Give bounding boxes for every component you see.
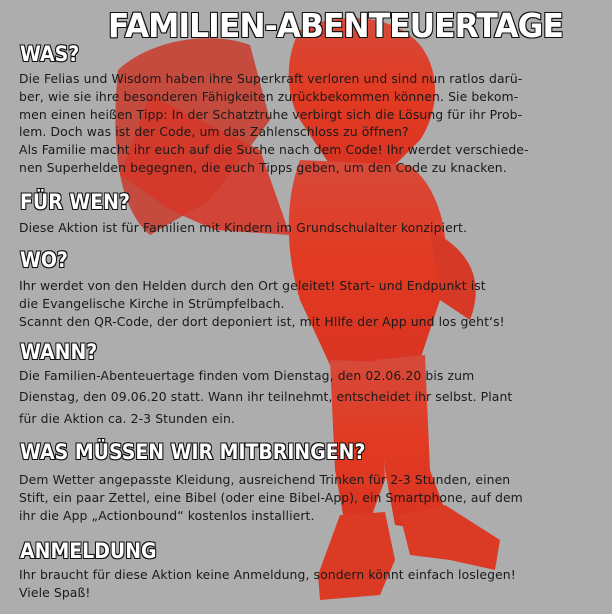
- section-text-wo: [19, 277, 505, 330]
- text-line: Dem Wetter angepasste Kleidung, ausreichend Trinken für 2-3 Stunden, einen: [19, 472, 511, 487]
- text-line: Ihr werdet von den Helden durch den Ort geleitet! Start- und Endpunkt ist: [19, 278, 486, 293]
- section-heading-fuer-wen: FÜR WEN?: [20, 190, 130, 214]
- text-line: nen Superhelden begegnen, die euch Tipps geben, um den Code zu knacken.: [19, 159, 507, 175]
- section-text-was: [19, 70, 529, 177]
- text-line: Die Familien-Abenteuertage finden vom Dienstag, den 02.06.20 bis zum: [19, 368, 475, 383]
- section-heading-mitbringen: WAS MÜSSEN WIR MITBRINGEN?: [20, 440, 366, 464]
- section-text-anmeldung: [19, 566, 516, 602]
- section-heading-was: WAS?: [20, 42, 80, 66]
- text-line: für die Aktion ca. 2-3 Stunden ein.: [19, 411, 235, 426]
- page-title: FAMILIEN-ABENTEUERTAGE: [108, 6, 563, 45]
- text-line: Dienstag, den 09.06.20 statt. Wann ihr teilnehmt, entscheidet ihr selbst. Plant: [19, 389, 513, 404]
- section-text-wann: [19, 366, 512, 430]
- text-line: ihr die App „Actionbound“ kostenlos installiert.: [19, 507, 315, 523]
- text-line: Diese Aktion ist für Familien mit Kindern im Grundschulalter konzipiert.: [19, 220, 467, 235]
- section-text-mitbringen: [19, 471, 523, 524]
- text-line: Viele Spaß!: [19, 584, 91, 600]
- text-line: Stift, ein paar Zettel, eine Bibel (oder eine Bibel-App), ein Smartphone, auf dem: [19, 489, 523, 505]
- text-line: Als Familie macht ihr euch auf die Suche nach dem Code! Ihr werdet verschiede-: [19, 142, 529, 158]
- text-line: Die Felias und Wisdom haben ihre Superkraft verloren und sind nun ratlos darü-: [19, 71, 523, 86]
- text-line: ber, wie sie ihre besonderen Fähigkeiten zurückbekommen können. Sie bekom-: [19, 88, 519, 104]
- text-line: Scannt den QR-Code, der dort deponiert ist, mit HIlfe der App und los geht‘s!: [19, 313, 505, 329]
- text-line: lem. Doch was ist der Code, um das Zahlenschloss zu öffnen?: [19, 124, 409, 140]
- section-heading-anmeldung: ANMELDUNG: [20, 539, 157, 563]
- section-text-fuer-wen: [19, 219, 467, 237]
- text-line: Ihr braucht für diese Aktion keine Anmeldung, sondern könnt einfach loslegen!: [19, 567, 516, 582]
- text-line: men einen heißen Tipp: In der Schatztruhe verbirgt sich die Lösung für ihr Prob-: [19, 106, 523, 122]
- section-heading-wann: WANN?: [20, 340, 98, 364]
- section-heading-wo: WO?: [20, 248, 68, 272]
- text-line: die Evangelische Kirche in Strümpfelbach.: [19, 295, 285, 311]
